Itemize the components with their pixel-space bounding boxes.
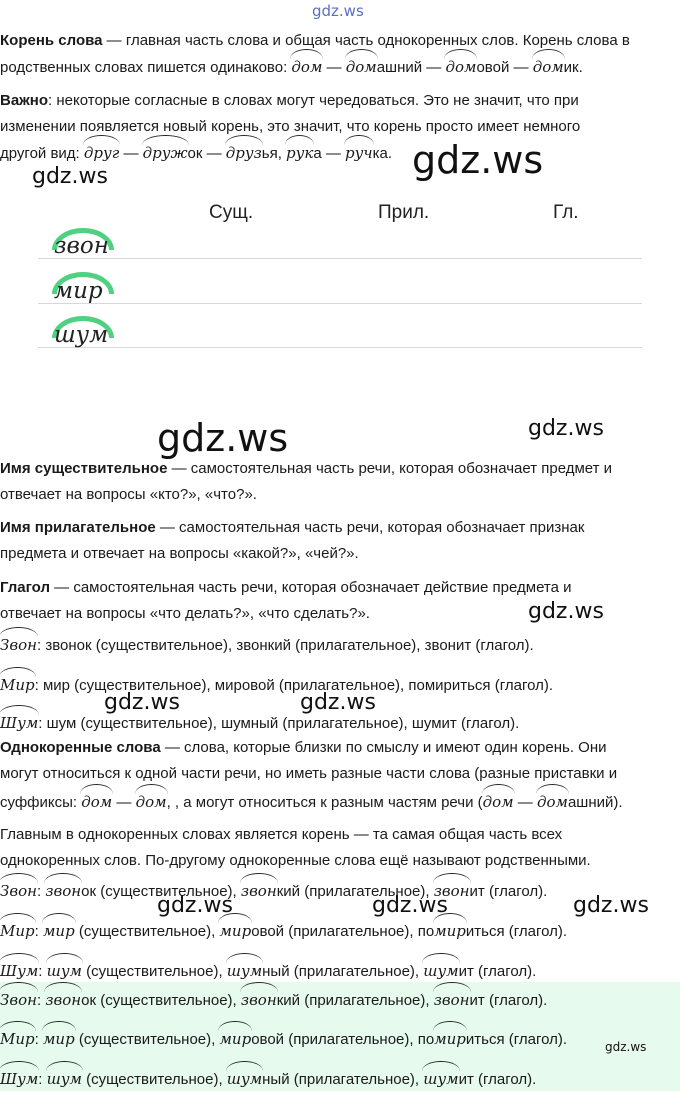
- marked-example-zvon: Звон: звонок (существительное), звонкий (прилагательное), звонит (глагол).: [0, 878, 680, 905]
- paragraph-important-examples: другой вид: друг — дружок — друзья, рука — ручка.: [0, 140, 680, 167]
- definition-noun: Имя существительное — самостоятельная часть речи, которая обозначает предмет и: [0, 460, 613, 477]
- marked-example-mir: Мир: мир (существительное), мировой (прилагательное), помириться (глагол).: [0, 918, 680, 945]
- answer-shum: Шум: шум (существительное), шумный (прилагательное), шумит (глагол).: [0, 1066, 680, 1093]
- table-row-word: звон: [54, 233, 109, 259]
- marked-example-shum: Шум: шум (существительное), шумный (прилагательное), шумит (глагол).: [0, 958, 680, 985]
- definition-adjective-l2: предмета и отвечает на вопросы «какой?», «чей?».: [0, 545, 359, 562]
- example-zvon: Звон: звонок (существительное), звонкий (прилагательное), звонит (глагол).: [0, 632, 680, 659]
- table-header-verb: Гл.: [553, 202, 579, 223]
- watermark: gdz.ws: [528, 599, 604, 624]
- watermark: gdz.ws: [573, 893, 649, 918]
- table-header-noun: Сущ.: [209, 202, 254, 223]
- definition-cognates: Однокоренные слова — слова, которые близки по смыслу и имеют один корень. Они: [0, 739, 607, 756]
- paragraph-important: Важно: некоторые согласные в словах могут чередоваться. Это не значит, что при: [0, 92, 579, 109]
- definition-noun-l2: отвечает на вопросы «кто?», «что?».: [0, 486, 257, 503]
- definition-cognates-l3: суффиксы: дом — дом, , а могут относиться к разным частям речи (дом — домашний).: [0, 789, 680, 816]
- watermark: gdz.ws: [32, 164, 108, 189]
- watermark: gdz.ws: [372, 893, 448, 918]
- watermark: gdz.ws: [412, 138, 544, 182]
- table-row-word: мир: [54, 278, 103, 304]
- definition-cognates-l2: могут относиться к одной части речи, но иметь разные части слова (разные приставки и: [0, 765, 618, 782]
- watermark: gdz.ws: [528, 416, 604, 441]
- watermark: gdz.ws: [605, 1040, 647, 1054]
- table-row-line: [38, 347, 642, 348]
- definition-verb-l2: отвечает на вопросы «что делать?», «что сделать?».: [0, 605, 370, 622]
- example-mir: Мир: мир (существительное), мировой (прилагательное), помириться (глагол).: [0, 672, 680, 699]
- watermark: gdz.ws: [157, 416, 289, 460]
- paragraph-root-examples: родственных словах пишется одинаково: дом — домашний — домовой — домик.: [0, 54, 680, 81]
- paragraph-important-l2: изменении появляется новый корень, это значит, что корень просто имеет немного: [0, 118, 581, 135]
- watermark: gdz.ws: [300, 690, 376, 715]
- watermark: gdz.ws: [312, 2, 364, 20]
- answer-zvon: Звон: звонок (существительное), звонкий (прилагательное), звонит (глагол).: [0, 987, 680, 1014]
- paragraph-root-definition: Корень слова — главная часть слова и общая часть однокоренных слов. Корень слова в: [0, 32, 630, 49]
- paragraph-main-root-l2: однокоренных слов. По-другому однокоренные слова ещё называют родственными.: [0, 852, 591, 869]
- definition-adjective: Имя прилагательное — самостоятельная часть речи, которая обозначает признак: [0, 519, 585, 536]
- answer-mir: Мир: мир (существительное), мировой (прилагательное), помириться (глагол).: [0, 1026, 680, 1053]
- watermark: gdz.ws: [157, 893, 233, 918]
- table-row-line: [38, 258, 642, 259]
- table-header-adjective: Прил.: [378, 202, 430, 223]
- paragraph-main-root: Главным в однокоренных словах является корень — та самая общая часть всех: [0, 826, 563, 843]
- table-row-line: [38, 303, 642, 304]
- table-row-word: шум: [54, 322, 109, 348]
- watermark: gdz.ws: [104, 690, 180, 715]
- definition-verb: Глагол — самостоятельная часть речи, которая обозначает действие предмета и: [0, 579, 572, 596]
- example-shum: Шум: шум (существительное), шумный (прилагательное), шумит (глагол).: [0, 710, 680, 737]
